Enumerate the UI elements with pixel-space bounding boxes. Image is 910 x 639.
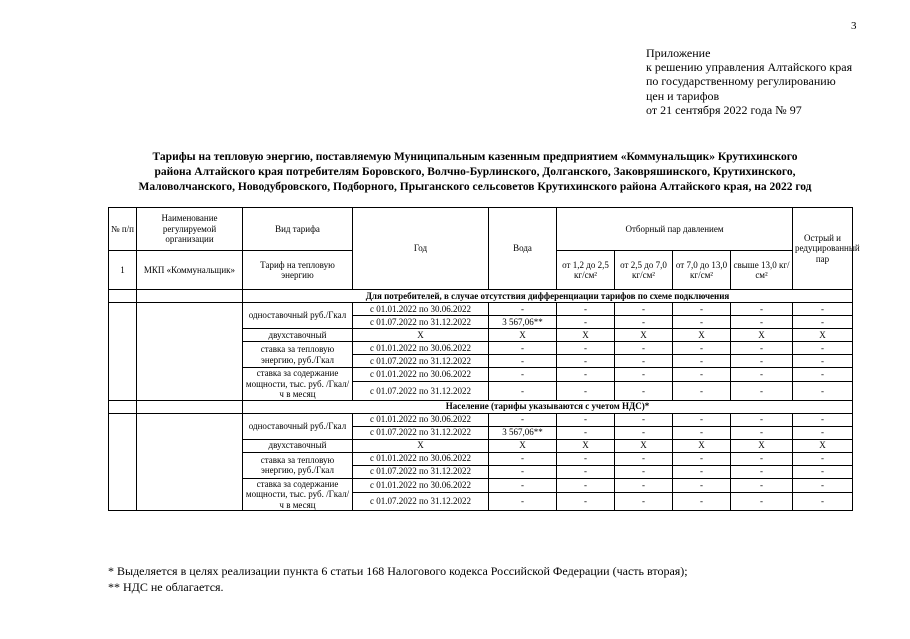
value-cell: - — [615, 355, 673, 368]
value-cell: - — [731, 368, 793, 382]
value-cell: - — [673, 342, 731, 355]
value-cell: - — [793, 426, 853, 439]
value-cell: - — [673, 382, 731, 400]
period-cell: с 01.01.2022 по 30.06.2022 — [353, 368, 489, 382]
header-steam: Отборный пар давлением — [557, 208, 793, 251]
section-title: Для потребителей, в случае отсутствия дифференциации тарифов по схеме подключения — [243, 290, 853, 303]
value-cell: - — [615, 413, 673, 426]
value-cell: - — [615, 465, 673, 478]
period-cell: с 01.01.2022 по 30.06.2022 — [353, 478, 489, 492]
value-cell: - — [557, 413, 615, 426]
empty-cell — [109, 413, 137, 511]
value-cell: - — [615, 316, 673, 329]
value-cell: - — [557, 368, 615, 382]
value-cell: - — [615, 426, 673, 439]
period-cell: с 01.07.2022 по 31.12.2022 — [353, 426, 489, 439]
value-cell: Х — [557, 439, 615, 452]
tariff-kind: ставка за содержание мощности, тыс. руб. /Гкал/ч в месяц — [243, 478, 353, 511]
value-cell: - — [793, 355, 853, 368]
value-cell: Х — [731, 439, 793, 452]
value-cell: Х — [793, 439, 853, 452]
footnote: * Выделяется в целях реализации пункта 6 статьи 168 Налогового кодекса Российской Федерации (часть вторая); — [108, 564, 688, 578]
table-row — [109, 303, 853, 316]
empty-cell — [109, 303, 137, 401]
title-line: Маловолчанского, Новодубровского, Подборного, Прыганского сельсоветов Крутихинского района Алтайского края, на 2022 год — [138, 181, 812, 193]
value-cell: - — [489, 368, 557, 382]
value-cell: - — [673, 368, 731, 382]
value-cell: - — [731, 316, 793, 329]
value-cell: - — [557, 355, 615, 368]
section-row — [109, 400, 853, 413]
value-cell: - — [557, 426, 615, 439]
value-cell: - — [557, 316, 615, 329]
value-cell: - — [557, 342, 615, 355]
empty-cell — [137, 290, 243, 303]
document-title — [40, 150, 910, 195]
appendix-line: Приложение — [646, 46, 711, 60]
empty-cell — [137, 413, 243, 511]
value-cell: - — [489, 303, 557, 316]
value-cell: - — [673, 452, 731, 465]
header-water: Вода — [489, 208, 557, 290]
period-cell: с 01.07.2022 по 31.12.2022 — [353, 355, 489, 368]
value-cell: - — [673, 465, 731, 478]
appendix-line: по государственному регулированию — [646, 74, 836, 89]
value-cell: - — [557, 465, 615, 478]
period-cell: с 01.07.2022 по 31.12.2022 — [353, 465, 489, 478]
water-value: 3 567,06** — [489, 316, 557, 329]
period-cell: с 01.01.2022 по 30.06.2022 — [353, 452, 489, 465]
value-cell: Х — [615, 329, 673, 342]
value-cell: - — [673, 355, 731, 368]
header-pressure-4: свыше 13,0 кг/см² — [731, 251, 793, 290]
value-cell: - — [793, 465, 853, 478]
header-year: Год — [353, 208, 489, 290]
tariff-kind: ставка за тепловую энергию, руб./Гкал — [243, 342, 353, 368]
value-cell: - — [557, 478, 615, 492]
value-cell: Х — [353, 439, 489, 452]
value-cell: - — [793, 342, 853, 355]
appendix-line: от 21 сентября 2022 года № 97 — [646, 102, 802, 117]
section-title: Население (тарифы указываются с учетом НДС)* — [243, 400, 853, 413]
value-cell: - — [615, 342, 673, 355]
value-cell: - — [793, 492, 853, 510]
value-cell: - — [673, 478, 731, 492]
appendix-line: цен и тарифов — [646, 88, 720, 103]
value-cell: - — [615, 452, 673, 465]
period-cell: с 01.07.2022 по 31.12.2022 — [353, 382, 489, 400]
tariff-kind: двухставочный — [243, 439, 353, 452]
value-cell: - — [731, 492, 793, 510]
value-cell: - — [673, 413, 731, 426]
table-row — [109, 413, 853, 426]
value-cell: - — [673, 426, 731, 439]
value-cell: - — [615, 368, 673, 382]
footnotes — [108, 563, 888, 595]
footnote: ** НДС не облагается. — [108, 580, 224, 594]
value-cell: - — [615, 478, 673, 492]
empty-cell — [137, 400, 243, 413]
value-cell: Х — [489, 439, 557, 452]
tariff-kind: двухставочный — [243, 329, 353, 342]
header-sharp-steam: Острый и редуцированный пар — [793, 208, 853, 290]
value-cell: Х — [793, 329, 853, 342]
value-cell: - — [673, 492, 731, 510]
tariff-kind: одноставочный руб./Гкал — [243, 413, 353, 439]
value-cell: Х — [489, 329, 557, 342]
period-cell: с 01.01.2022 по 30.06.2022 — [353, 342, 489, 355]
value-cell: - — [615, 303, 673, 316]
value-cell: - — [489, 452, 557, 465]
period-cell: с 01.01.2022 по 30.06.2022 — [353, 303, 489, 316]
value-cell: - — [557, 452, 615, 465]
empty-cell — [137, 303, 243, 401]
tariff-table — [108, 207, 860, 511]
value-cell: - — [673, 303, 731, 316]
appendix-line: к решению управления Алтайского края — [646, 60, 853, 75]
value-cell: Х — [731, 329, 793, 342]
value-cell: - — [557, 382, 615, 400]
empty-cell — [109, 400, 137, 413]
water-value: 3 567,06** — [489, 426, 557, 439]
value-cell: - — [615, 382, 673, 400]
period-cell: с 01.07.2022 по 31.12.2022 — [353, 492, 489, 510]
value-cell: - — [557, 492, 615, 510]
value-cell: - — [793, 316, 853, 329]
value-cell: - — [489, 382, 557, 400]
header-num: № п/п — [109, 208, 137, 251]
value-cell: - — [793, 303, 853, 316]
value-cell: - — [731, 355, 793, 368]
empty-cell — [109, 290, 137, 303]
title-line: района Алтайского края потребителям Боровского, Волчно-Бурлинского, Долганского, Заковряшинского, Крутихинского, — [154, 166, 796, 178]
tariff-kind: ставка за тепловую энергию, руб./Гкал — [243, 452, 353, 478]
appendix-note — [646, 46, 896, 117]
value-cell: - — [673, 316, 731, 329]
value-cell: - — [489, 342, 557, 355]
value-cell: - — [489, 465, 557, 478]
period-cell: с 01.01.2022 по 30.06.2022 — [353, 413, 489, 426]
value-cell: - — [793, 452, 853, 465]
value-cell: Х — [673, 439, 731, 452]
header-pressure-2: от 2,5 до 7,0 кг/см² — [615, 251, 673, 290]
value-cell: - — [731, 413, 793, 426]
page-number: 3 — [851, 20, 857, 32]
header-pressure-1: от 1,2 до 2,5 кг/см² — [557, 251, 615, 290]
value-cell: Х — [673, 329, 731, 342]
value-cell: - — [793, 368, 853, 382]
header-row — [109, 208, 853, 251]
tariff-kind: ставка за содержание мощности, тыс. руб. /Гкал/ч в месяц — [243, 368, 353, 401]
value-cell: - — [793, 382, 853, 400]
value-cell: - — [731, 452, 793, 465]
header-type: Вид тарифа — [243, 208, 353, 251]
value-cell: Х — [353, 329, 489, 342]
value-cell: - — [489, 478, 557, 492]
value-cell: - — [615, 492, 673, 510]
value-cell: - — [731, 478, 793, 492]
value-cell: - — [731, 426, 793, 439]
value-cell: - — [489, 355, 557, 368]
period-cell: с 01.07.2022 по 31.12.2022 — [353, 316, 489, 329]
row-number: 1 — [109, 251, 137, 290]
value-cell: - — [731, 465, 793, 478]
header-org: Наименование регулируемой организации — [137, 208, 243, 251]
value-cell: - — [731, 342, 793, 355]
value-cell: - — [731, 303, 793, 316]
value-cell: Х — [615, 439, 673, 452]
value-cell: - — [557, 303, 615, 316]
value-cell: Х — [557, 329, 615, 342]
value-cell: - — [489, 492, 557, 510]
org-name: МКП «Коммунальщик» — [137, 251, 243, 290]
value-cell: - — [731, 382, 793, 400]
header-pressure-3: от 7,0 до 13,0 кг/см² — [673, 251, 731, 290]
tariff-kind: одноставочный руб./Гкал — [243, 303, 353, 329]
title-line: Тарифы на тепловую энергию, поставляемую Муниципальным казенным предприятием «Коммунальщик» Крутихинского — [152, 151, 798, 163]
tariff-name: Тариф на тепловую энергию — [243, 251, 353, 290]
value-cell: - — [793, 478, 853, 492]
section-row — [109, 290, 853, 303]
value-cell: - — [793, 413, 853, 426]
value-cell: - — [489, 413, 557, 426]
